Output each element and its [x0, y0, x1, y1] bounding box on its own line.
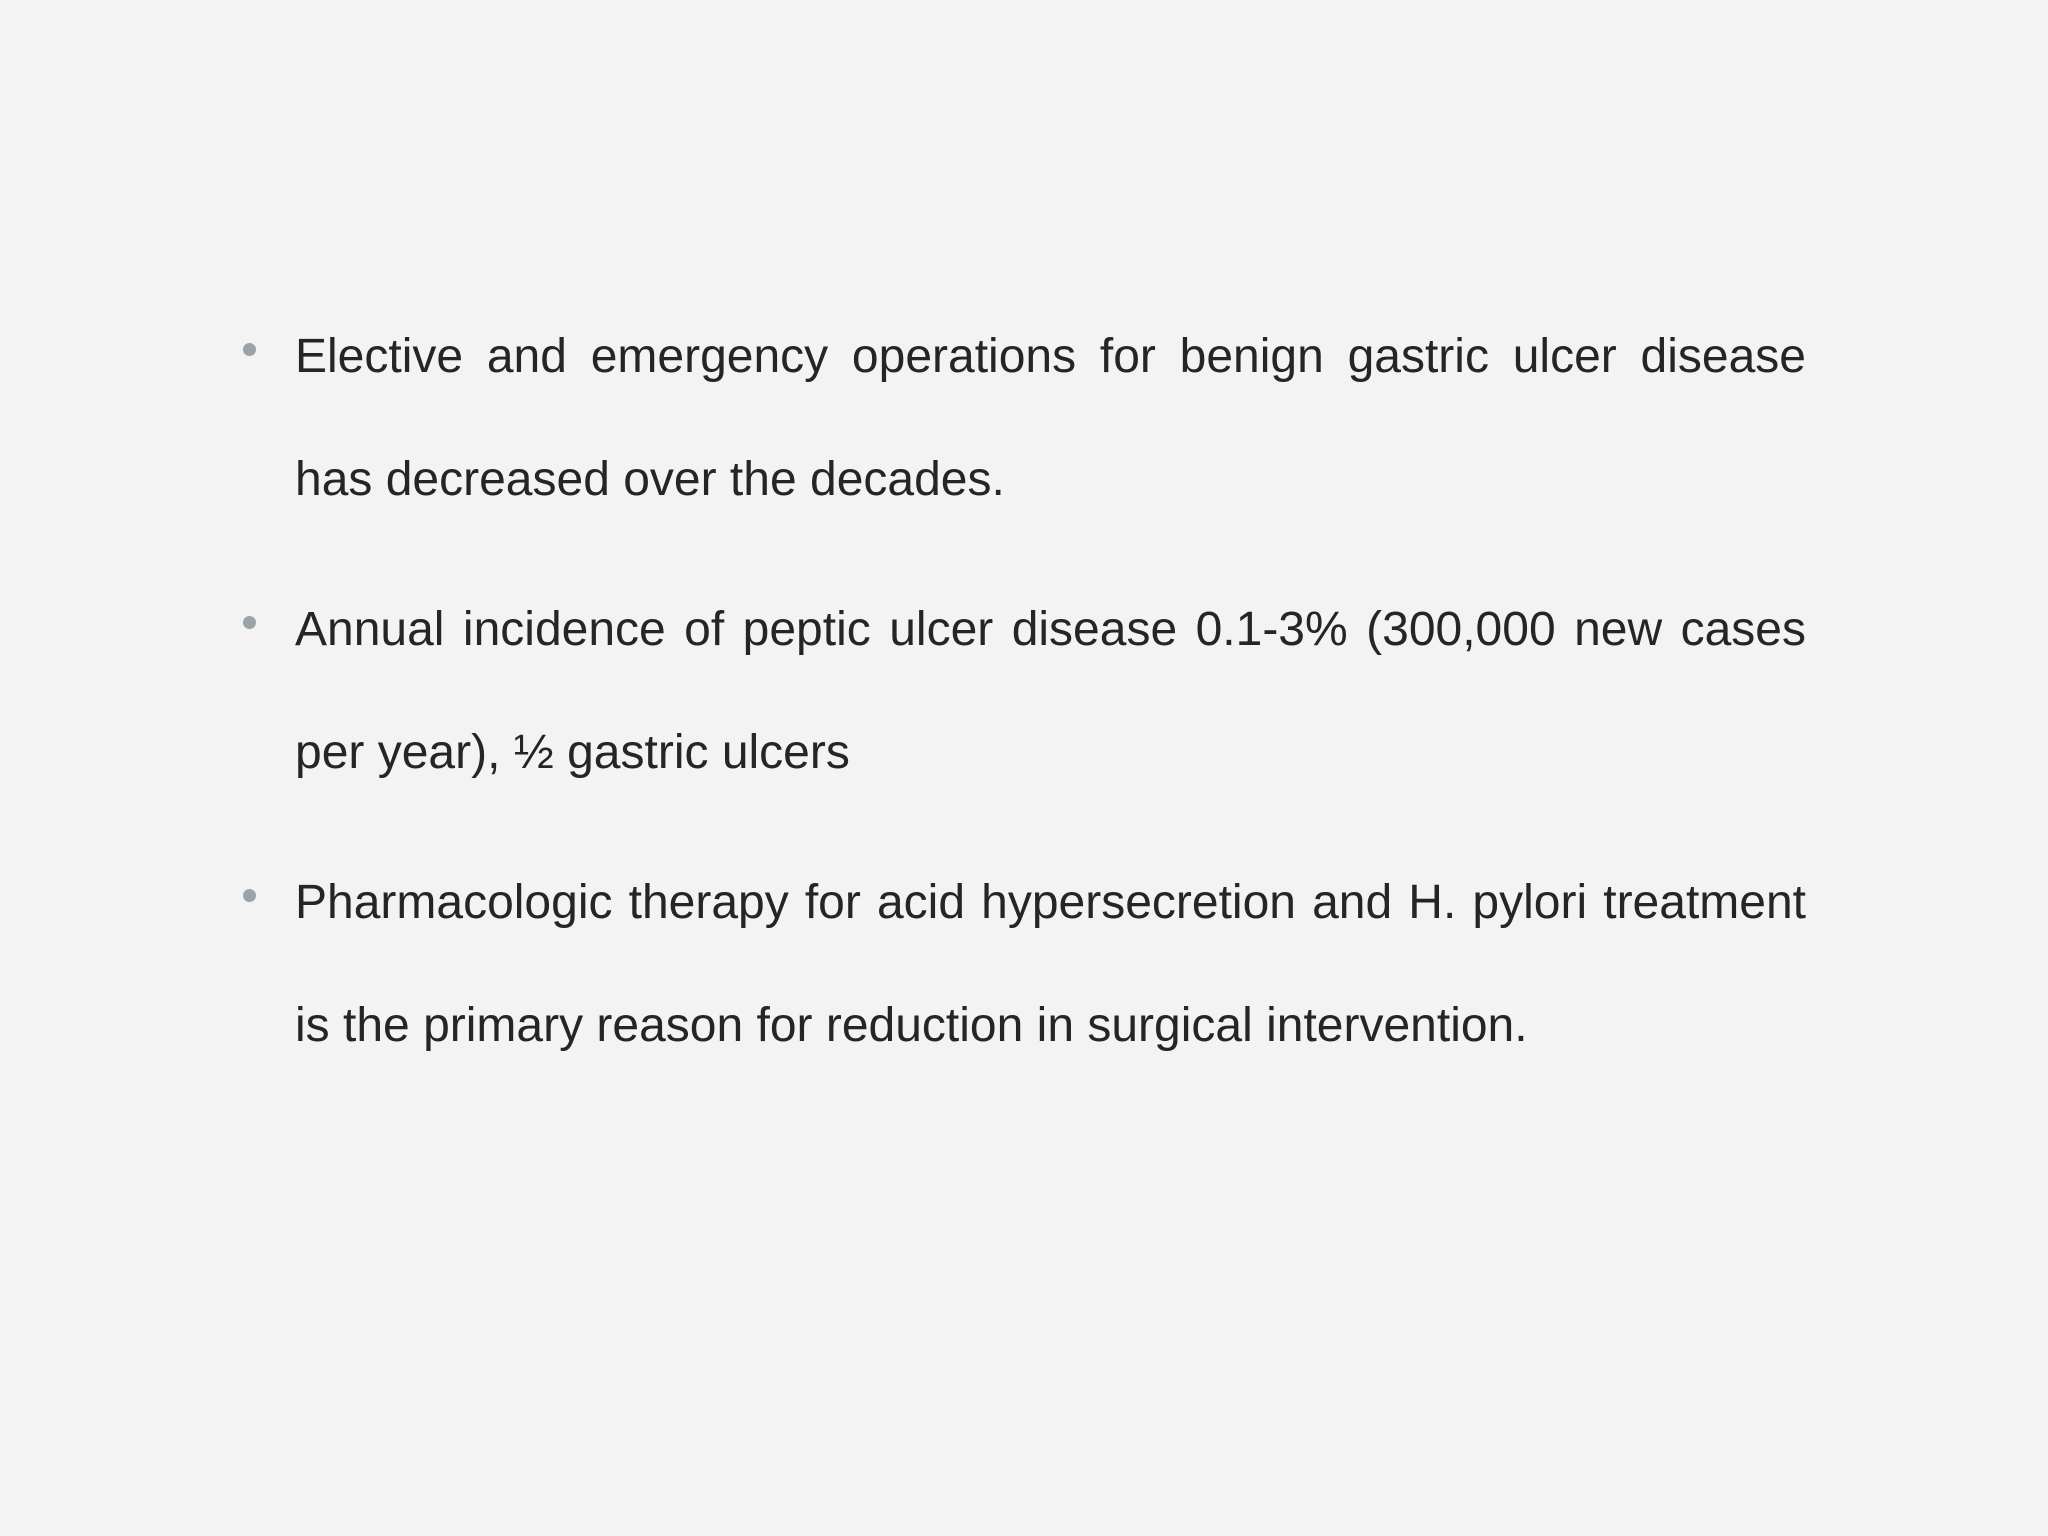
bullet-dot-icon	[243, 889, 256, 902]
bullet-dot-icon	[243, 343, 256, 356]
list-item	[243, 295, 1806, 541]
bullet-text: Pharmacologic therapy for acid hypersecretion and H. pylori treatment is the primary reason for reduction in surgical intervention.	[295, 876, 1806, 1052]
list-item	[243, 568, 1806, 814]
bullet-text: Annual incidence of peptic ulcer disease 0.1-3% (300,000 new cases per year), ½ gastric ulcers	[295, 603, 1806, 779]
bullet-text: Elective and emergency operations for benign gastric ulcer disease has decreased over the decades.	[295, 330, 1806, 506]
bullet-dot-icon	[243, 616, 256, 629]
bullet-list	[243, 295, 1806, 1114]
list-item	[243, 841, 1806, 1087]
